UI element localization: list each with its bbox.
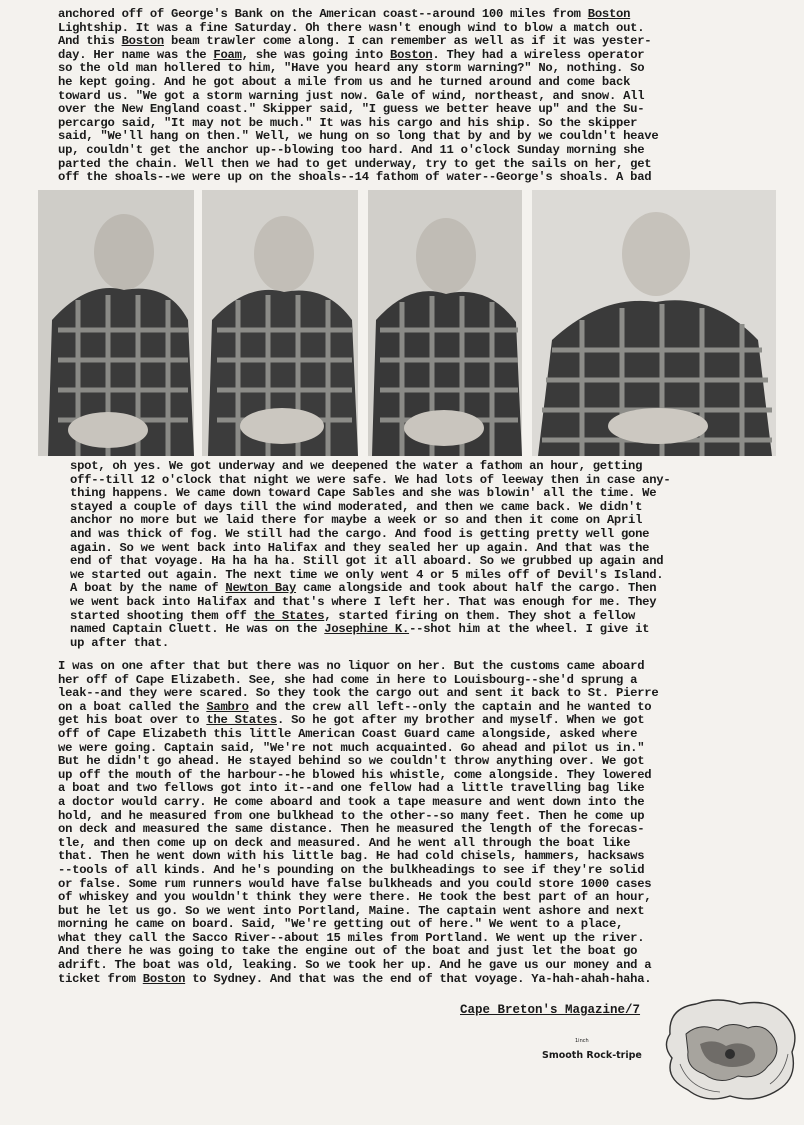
article-line: so the old man hollered to him, "Have you heard any storm warning?" No, nothing. So xyxy=(58,61,645,76)
article-line: he kept going. And he got about a mile from us and he turned around and come back xyxy=(58,74,631,89)
article-line: off--till 12 o'clock that night we were safe. We had lots of leeway then in case any- xyxy=(70,472,671,487)
article-line: spot, oh yes. We got underway and we deepened the water a fathom an hour, getting xyxy=(70,459,643,473)
article-line: tle, and then come up on deck and measured. And he went all through the boat like xyxy=(58,835,631,850)
article-line: that. Then he went down with his little bag. He had cold chisels, hammers, hacksaws xyxy=(58,849,645,864)
article-line: But he didn't go ahead. He stayed behind so we couldn't throw anything over. We got xyxy=(58,754,645,769)
article-paragraph-3 xyxy=(58,660,770,986)
article-line: anchored off of George's Bank on the American coast--around 100 miles from Boston xyxy=(58,7,631,21)
article-line: adrift. The boat was old, leaking. So we took her up. And he gave us our money and a xyxy=(58,958,652,973)
article-line: of whiskey and you wouldn't think they were there. He took the best part of an hour, xyxy=(58,890,652,905)
article-line: started shooting them off the States, started firing on them. They shot a fellow xyxy=(70,608,636,623)
portrait-photo-1 xyxy=(38,190,194,456)
article-line: ticket from Boston to Sydney. And that was the end of that voyage. Ya-hah-ahah-haha. xyxy=(58,971,652,986)
article-line: we were going. Captain said, "We're not much acquainted. Go ahead and pilot us in." xyxy=(58,740,645,755)
article-line: --tools of all kinds. And he's pounding on the bulkheadings to see if they're solid xyxy=(58,862,645,877)
article-line: morning he came on board. Said, "We're getting out of here." We went to a place, xyxy=(58,917,624,932)
article-line: on a boat called the Sambro and the crew all left--only the captain and he wanted to xyxy=(58,699,652,714)
article-line: And this Boston beam trawler come along. I can remember as well as if it was yester- xyxy=(58,34,652,49)
man-portrait-icon xyxy=(202,190,358,456)
article-line: anchor no more but we laid there for maybe a week or so and then it come on April xyxy=(70,513,643,528)
magazine-page-footer: Cape Breton's Magazine/7 xyxy=(460,1003,641,1017)
scale-label: 1inch xyxy=(575,1038,589,1044)
article-line: percargo said, "It may not be much." It was his cargo and his ship. So the skipper xyxy=(58,115,638,130)
article-line: thing happens. We came down toward Cape Sables and she was blowin' all the time. We xyxy=(70,486,657,501)
article-line: up, couldn't get the anchor up--blowing too hard. And 11 o'clock Sunday morning she xyxy=(58,142,645,157)
article-line: we went back into Halifax and that's where I left her. That was enough for me. They xyxy=(70,594,657,609)
article-line: said, "We'll hang on then." Well, we hung on so long that by and by we couldn't heave xyxy=(58,129,659,144)
article-line: what they call the Sacco River--about 15 miles from Portland. We went up the river. xyxy=(58,930,645,945)
article-paragraph-2 xyxy=(70,460,770,650)
article-line: end of that voyage. Ha ha ha ha. Still got it all aboard. So we grubbed up again and xyxy=(70,554,664,569)
article-line: off of Cape Elizabeth this little American Coast Guard came alongside, asked where xyxy=(58,726,638,741)
man-portrait-icon xyxy=(532,190,776,456)
article-line: on deck and measured the same distance. Then he measured the length of the forecas- xyxy=(58,822,645,837)
article-line: her off of Cape Elizabeth. See, she had come in here to Louisbourg--she'd sprung a xyxy=(58,672,638,687)
article-line: but he let us go. So we went into Portland, Maine. The captain went ashore and next xyxy=(58,903,645,918)
article-paragraph-1 xyxy=(58,8,770,185)
article-line: A boat by the name of Newton Bay came alongside and took about half the cargo. Then xyxy=(70,581,657,596)
article-line: and was thick of fog. We still had the cargo. And food is getting pretty well gone xyxy=(70,526,650,541)
article-line: or false. Some rum runners would have false bulkheads and you could store 1000 cases xyxy=(58,876,652,891)
article-line: over the New England coast." Skipper said, "I guess we better heave up" and the Su- xyxy=(58,102,645,117)
article-line: again. So we went back into Halifax and they sealed her up again. And that was the xyxy=(70,540,650,555)
article-line: up off the mouth of the harbour--he blowed his whistle, come alongside. They lowered xyxy=(58,767,652,782)
portrait-photo-4 xyxy=(532,190,776,456)
illustration-caption: Smooth Rock-tripe xyxy=(542,1050,642,1061)
portrait-photo-3 xyxy=(368,190,522,456)
man-portrait-icon xyxy=(368,190,522,456)
article-line: up after that. xyxy=(70,635,169,650)
article-line: a doctor would carry. He come aboard and took a tape measure and went down into the xyxy=(58,794,645,809)
article-line: And there he was going to take the engine out of the boat and just let the boat go xyxy=(58,944,638,959)
man-portrait-icon xyxy=(38,190,194,456)
photo-strip xyxy=(38,190,776,456)
article-line: we started out again. The next time we only went 4 or 5 miles off of Devil's Island. xyxy=(70,567,664,582)
article-line: hold, and he measured from one bulkhead to the other--so many feet. Then he come up xyxy=(58,808,645,823)
portrait-photo-2 xyxy=(202,190,358,456)
article-line: a boat and two fellows got into it--and one fellow had a little travelling bag like xyxy=(58,781,645,796)
article-line: stayed a couple of days till the wind moderated, and then we came back. We didn't xyxy=(70,499,643,514)
rock-tripe-lichen-illustration-icon xyxy=(660,994,800,1106)
article-line: named Captain Cluett. He was on the Josephine K.--shot him at the wheel. I give it xyxy=(70,622,650,637)
article-line: Lightship. It was a fine Saturday. Oh there wasn't enough wind to blow a match out. xyxy=(58,20,645,35)
article-line: off the shoals--we were up on the shoals--14 fathom of water--George's shoals. A bad xyxy=(58,170,652,185)
article-line: day. Her name was the Foam, she was going into Boston. They had a wireless operator xyxy=(58,47,645,62)
article-line: I was on one after that but there was no liquor on her. But the customs came aboard xyxy=(58,659,645,673)
article-line: leak--and they were scared. So they took the cargo out and sent it back to St. Pierre xyxy=(58,686,659,701)
article-line: toward us. "We got a storm warning just now. Gale of wind, northeast, and snow. All xyxy=(58,88,645,103)
article-line: parted the chain. Well then we had to get underway, try to get the sails on her, get xyxy=(58,156,652,171)
article-line: get his boat over to the States. So he got after my brother and myself. When we got xyxy=(58,713,645,728)
